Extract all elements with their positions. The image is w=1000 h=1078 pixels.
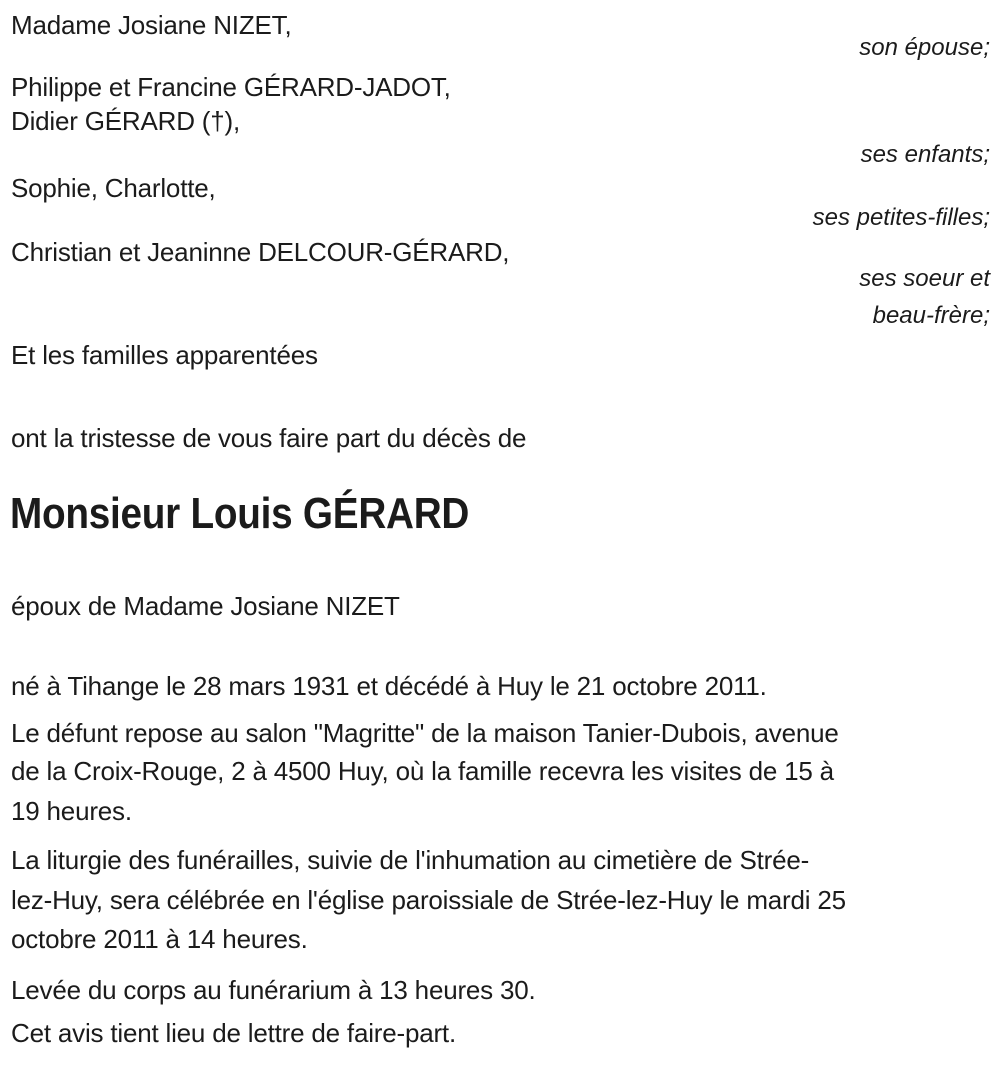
repose-line: de la Croix-Rouge, 2 à 4500 Huy, où la famille recevra les visites de 15 à (11, 756, 834, 786)
relation-label: ses petites-filles; (812, 204, 990, 231)
relative-line: Christian et Jeaninne DELCOUR-GÉRARD, (11, 237, 510, 267)
intro-line: ont la tristesse de vous faire part du décès de (11, 423, 527, 453)
liturgy-line: octobre 2011 à 14 heures. (11, 924, 308, 954)
relative-line: Philippe et Francine GÉRARD-JADOT, (11, 72, 451, 102)
relation-label: ses enfants; (860, 141, 990, 168)
liturgy-line: lez-Huy, sera célébrée en l'église paroissiale de Strée-lez-Huy le mardi 25 (11, 885, 846, 915)
families-line: Et les familles apparentées (11, 340, 318, 370)
relation-label: son épouse; (859, 34, 990, 61)
repose-line: 19 heures. (11, 796, 132, 826)
relative-line: Didier GÉRARD (†), (11, 106, 240, 136)
deceased-name-heading: Monsieur Louis GÉRARD (10, 489, 470, 538)
spouse-line: époux de Madame Josiane NIZET (11, 591, 400, 621)
liturgy-line: La liturgie des funérailles, suivie de l'inhumation au cimetière de Strée- (11, 845, 810, 875)
repose-line: Le défunt repose au salon "Magritte" de la maison Tanier-Dubois, avenue (11, 718, 839, 748)
relative-line: Madame Josiane NIZET, (11, 10, 292, 40)
closing-line: Cet avis tient lieu de lettre de faire-part. (11, 1018, 456, 1048)
birth-death-line: né à Tihange le 28 mars 1931 et décédé à Huy le 21 octobre 2011. (11, 671, 767, 701)
body-removal-line: Levée du corps au funérarium à 13 heures 30. (11, 975, 536, 1005)
relation-label: beau-frère; (872, 302, 990, 329)
relation-label: ses soeur et (859, 265, 990, 292)
relative-line: Sophie, Charlotte, (11, 173, 216, 203)
